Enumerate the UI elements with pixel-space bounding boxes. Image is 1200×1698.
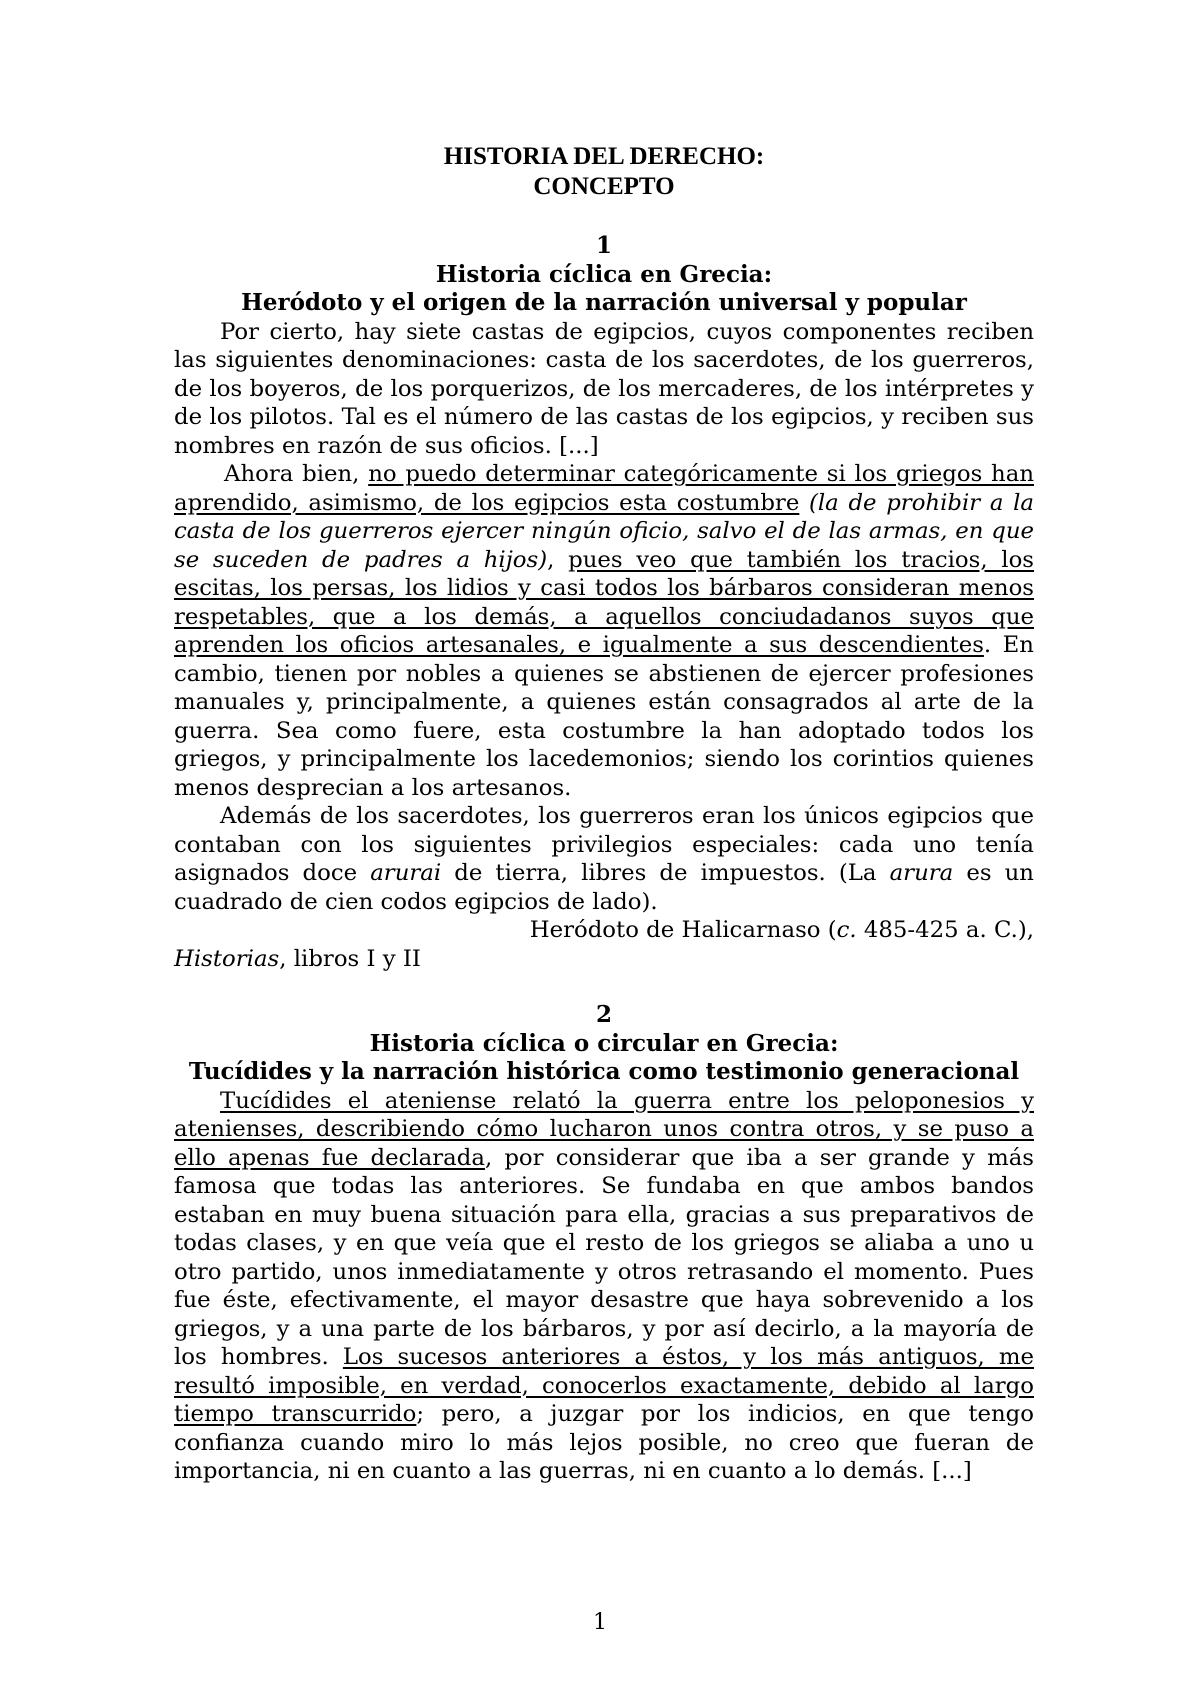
- section-2: [174, 1001, 1034, 1486]
- section-2-heading: [174, 1001, 1034, 1087]
- text-run: de tierra, libres de impuestos. (La: [441, 860, 890, 886]
- text-run: Por cierto, hay siete castas de egipcios, cuyos componentes reciben las siguientes denominaciones: casta de los sacerdotes, de los guerreros, de los boyeros, de los porquerizos, de los mercaderes, de los intérpretes y de los pilotos. Tal es el número de las castas de los egipcios, y reciben sus nombres en razón de sus oficios. [...]: [174, 318, 1034, 459]
- text-run: ; pero, a juzgar por los indicios, en que tengo confianza cuando miro lo más lejos posible, no creo que fueran de importancia, ni en cuanto a las guerras, ni en cuanto a lo demás. [...]: [174, 1401, 1034, 1484]
- section-1-paragraph-3: [174, 802, 1034, 916]
- italic-text: c.: [836, 917, 857, 943]
- page-number: 1: [593, 1610, 607, 1635]
- text-run: , libros I y II: [279, 945, 421, 972]
- text-run: Ahora bien,: [224, 461, 369, 487]
- section-1-paragraph-1: [174, 318, 1034, 461]
- italic-text: arurai: [370, 860, 442, 886]
- section-1-heading: [174, 232, 1034, 318]
- underlined-text: Los sucesos anteriores a éstos, y los más antiguos, me resultó imposible, en verdad, conocerlos exactamente, debido al largo tiempo transcurrido: [174, 1344, 1034, 1427]
- section-1-number: 1: [595, 232, 612, 259]
- text-run: 485-425 a. C.),: [856, 917, 1034, 943]
- text-run: . En cambio, tienen por nobles a quienes se abstienen de ejercer profesiones manuales y, principalmente, a quienes están consagrados al arte de la guerra. Sea como fuere, esta costumbre la han adoptado todos los griegos, y principalmente los lacedemonios; siendo los corintios quienes menos desprecian a los artesanos.: [174, 632, 1034, 801]
- text-run: Heródoto de Halicarnaso (: [529, 917, 837, 943]
- section-1-heading-line-1: Historia cíclica en Grecia:: [435, 260, 773, 288]
- text-run: , por considerar que iba a ser grande y más famosa que todas las anteriores. Se fundaba en que ambos bandos estaban en muy buena situación para ella, gracias a sus preparativos de todas clases, y en que veía que el resto de los griegos se aliaba a uno u otro partido, unos inmediatamente y otros retrasando el momento. Pues fue éste, efectivamente, el mayor desastre que haya sobrevenido a los griegos, y a una parte de los bárbaros, y por así decirlo, a la mayoría de los hombres.: [174, 1144, 1034, 1370]
- attribution-author: [174, 916, 1034, 945]
- section-1-heading-line-2: Heródoto y el origen de la narración universal y popular: [241, 289, 967, 316]
- section-1-attribution: [174, 916, 1034, 973]
- underlined-text: no puedo determinar categóricamente si los griegos han aprendido, asimismo, de los egipcios esta costumbre: [174, 461, 1034, 516]
- title-line-2: CONCEPTO: [533, 173, 675, 200]
- attribution-work: [174, 946, 421, 972]
- section-2-number: 2: [595, 1001, 612, 1028]
- document-title: [174, 142, 1034, 202]
- italic-text: arura: [889, 860, 954, 886]
- section-2-heading-line-1: Historia cíclica o circular en Grecia:: [369, 1029, 839, 1057]
- italic-text: (la de prohibir a la casta de los guerreros ejercer ningún oficio, salvo el de las armas, en que se suceden de padres a hijos): [174, 489, 1034, 573]
- section-2-paragraph-1: [174, 1087, 1034, 1486]
- text-run: es un cuadrado de cien codos egipcios de lado).: [174, 860, 1034, 915]
- underlined-text: pues veo que también los tracios, los escitas, los persas, los lidios y casi todos los bárbaros consideran menos respetables, que a los demás, a aquellos conciudadanos suyos que aprenden los oficios artesanales, e igualmente a sus descendientes: [174, 546, 1035, 658]
- italic-text: Historias: [174, 945, 280, 972]
- title-line-1: HISTORIA DEL DERECHO:: [443, 143, 765, 170]
- text-run: ,: [547, 546, 569, 573]
- section-2-heading-line-2: Tucídides y la narración histórica como testimonio generacional: [188, 1058, 1020, 1085]
- underlined-text: Tucídides el ateniense relató la guerra entre los peloponesios y atenienses, describiendo cómo lucharon unos contra otros, y se puso a ello apenas fue declarada: [174, 1087, 1034, 1171]
- text-run: Además de los sacerdotes, los guerreros eran los únicos egipcios que contaban con los siguientes privilegios especiales: cada uno tenía asignados doce: [174, 803, 1034, 886]
- section-1: [174, 232, 1034, 973]
- section-1-paragraph-2: [174, 460, 1034, 802]
